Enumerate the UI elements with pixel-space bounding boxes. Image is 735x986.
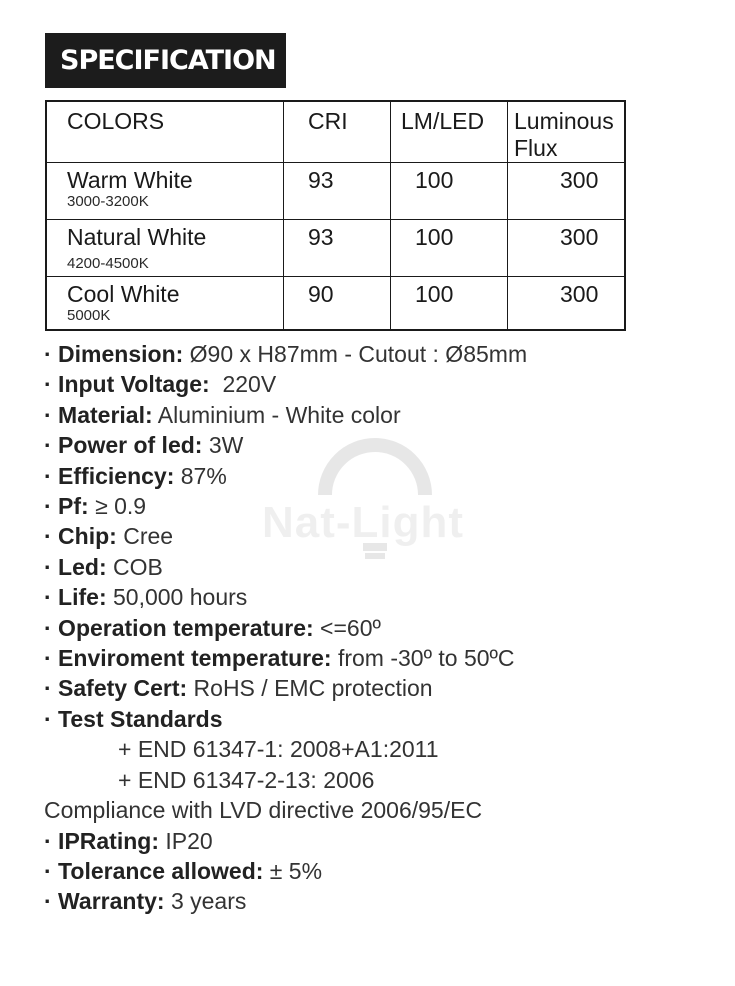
lm-led-cell: 100	[391, 163, 508, 220]
table-row	[46, 277, 625, 331]
spec-label: · Chip:	[44, 523, 117, 550]
spec-value: IP20	[159, 827, 213, 854]
spec-label: · Efficiency:	[44, 462, 175, 489]
spec-label: · Tolerance allowed:	[44, 857, 264, 884]
color-temperature: 3000-3200K	[67, 193, 149, 210]
table-header-row	[46, 101, 625, 163]
flux-cell: 300	[508, 277, 626, 331]
color-temperature: 5000K	[67, 307, 111, 324]
spec-list	[44, 339, 704, 917]
spec-value: RoHS / EMC protection	[187, 675, 433, 702]
spec-table	[45, 100, 626, 331]
spec-value: <=60º	[313, 614, 381, 641]
compliance-note: Compliance with LVD directive 2006/95/EC	[44, 797, 483, 824]
spec-value: 3W	[202, 432, 244, 459]
spec-life	[44, 582, 704, 612]
color-cell	[46, 163, 284, 220]
spec-value: 220V	[209, 371, 277, 398]
column-header-colors: COLORS	[46, 101, 284, 163]
spec-label: · Safety Cert:	[44, 675, 188, 702]
spec-safety-cert	[44, 673, 704, 703]
watermark-logo-text: Nat-Light	[262, 498, 465, 547]
page-title: SPECIFICATION	[45, 33, 286, 88]
cri-cell: 93	[284, 220, 391, 277]
spec-environment-temperature	[44, 643, 704, 673]
spec-efficiency	[44, 461, 704, 491]
spec-dimension	[44, 339, 704, 369]
table-row	[46, 163, 625, 220]
spec-value: Ø90 x H87mm - Cutout : Ø85mm	[183, 341, 528, 367]
spec-test-standards	[44, 704, 704, 734]
spec-value: 87%	[174, 462, 227, 489]
flux-cell: 300	[508, 220, 626, 277]
spec-power	[44, 430, 704, 460]
spec-led	[44, 552, 704, 582]
spec-input-voltage	[44, 369, 704, 399]
spec-value: Aluminium - White color	[152, 401, 401, 428]
spec-value: 50,000 hours	[106, 584, 248, 611]
lm-led-cell: 100	[391, 277, 508, 331]
column-header-lm-led: LM/LED	[391, 101, 508, 163]
lm-led-cell: 100	[391, 220, 508, 277]
spec-label: · Pf:	[44, 493, 89, 520]
spec-pf	[44, 491, 704, 521]
spec-label: · Enviroment temperature:	[44, 645, 332, 672]
spec-tolerance	[44, 856, 704, 886]
spec-value: COB	[106, 553, 163, 580]
cri-cell: 93	[284, 163, 391, 220]
spec-value: 3 years	[164, 888, 247, 915]
spec-value: Cree	[116, 523, 174, 550]
color-name: Natural White	[67, 224, 207, 250]
color-temperature: 4200-4500K	[67, 255, 149, 272]
table-row	[46, 220, 625, 277]
spec-label: · Dimension:	[44, 341, 184, 367]
spec-label: · Input Voltage:	[44, 371, 210, 398]
spec-label: · Life:	[44, 584, 107, 611]
spec-value: ≥ 0.9	[88, 493, 147, 520]
standard-item: + END 61347-1: 2008+A1:2011	[118, 736, 439, 763]
color-cell	[46, 220, 284, 277]
spec-ip-rating	[44, 826, 704, 856]
spec-label: · Material:	[44, 401, 153, 428]
spec-label: · Led:	[44, 553, 107, 580]
color-name: Cool White	[67, 281, 180, 307]
flux-cell: 300	[508, 163, 626, 220]
spec-warranty	[44, 886, 704, 916]
spec-material	[44, 400, 704, 430]
column-header-luminous-flux: Luminous Flux	[508, 101, 626, 163]
spec-label: · Power of led:	[44, 432, 203, 459]
spec-label: · IPRating:	[44, 827, 159, 854]
spec-label: · Operation temperature:	[44, 614, 314, 641]
standard-item: + END 61347-2-13: 2006	[118, 766, 375, 793]
cri-cell: 90	[284, 277, 391, 331]
spec-value: ± 5%	[263, 857, 323, 884]
color-name: Warm White	[67, 167, 193, 193]
color-cell	[46, 277, 284, 331]
spec-value: from -30º to 50ºC	[331, 645, 515, 672]
spec-chip	[44, 521, 704, 551]
column-header-cri: CRI	[284, 101, 391, 163]
spec-operation-temperature	[44, 613, 704, 643]
spec-label: · Warranty:	[44, 888, 165, 915]
spec-label: · Test Standards	[44, 705, 223, 732]
